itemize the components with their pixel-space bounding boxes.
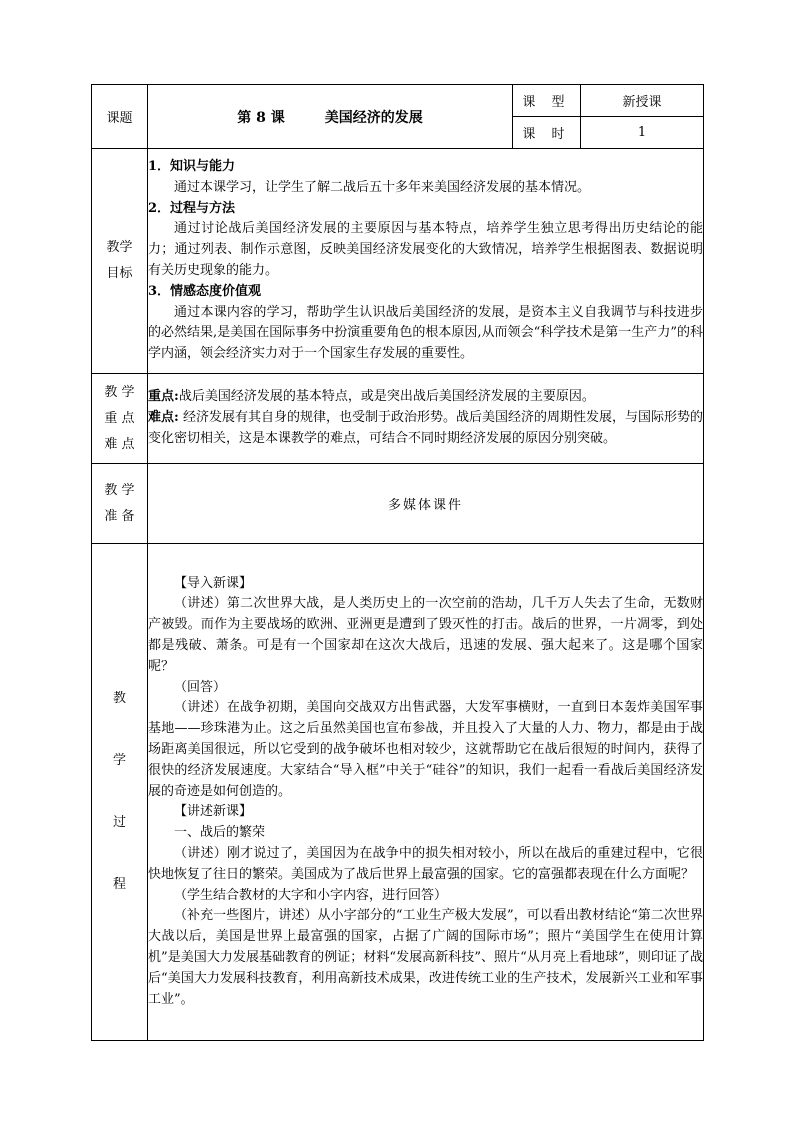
difficulty-label: 难点: xyxy=(148,410,179,426)
intro-paragraph-3: （讲述）在战争初期，美国向交战双方出售武器，大发军事横财，一直到日本轰炸美国军事基地——珍珠港为止。这之后虽然美国也宣布参战，并且投入了大量的人力、物力，都是由于战场距离美国很远，所以它受到的战争破坏也相对较少，这就帮助它在战后很短的时间内，获得了很快的经济发展速度。大家结合“导入框”中关于“硅谷”的知识，我们一起看一看战后美国经济发展的奇迹是如何创造的。 xyxy=(148,700,703,799)
intro-paragraph-1: （讲述）第二次世界大战，是人类历史上的一次空前的浩劫，几千万人失去了生命，无数财产被毁。而作为主要战场的欧洲、亚洲更是遭到了毁灭性的打击。战后的世界，一片凋零，到处都是残破、萧条。可是有一个国家却在这次大战后，迅速的发展、强大起来了。这是哪个国家呢？ xyxy=(148,596,703,674)
keypoints-label xyxy=(92,374,148,464)
goal-text-process: 通过讨论战后美国经济发展的主要原因与基本特点，培养学生独立思考得出历史结论的能力；通过列表、制作示意图，反映美国经济发展变化的大致情况，培养学生根据图表、数据说明有关历史现象的能力。 xyxy=(148,221,703,278)
process-label xyxy=(92,544,148,1041)
intro-heading: 【导入新课】 xyxy=(174,575,253,591)
goal-text-knowledge: 通过本课学习，让学生了解二战后五十多年来美国经济发展的基本情况。 xyxy=(174,179,591,195)
difficulty-paragraph xyxy=(148,408,703,450)
goal-heading-process: 2．过程与方法 xyxy=(148,200,236,216)
goals-label-line-1: 教学 xyxy=(106,240,133,255)
intro-paragraph-2: （回答） xyxy=(174,679,227,695)
focus-text: 战后美国经济发展的基本特点，或是突出战后美国经济发展的主要原因。 xyxy=(178,389,595,405)
prep-label-line-2: 准 备 xyxy=(104,508,135,524)
class-hours-value: 1 xyxy=(581,117,704,149)
keypoints-label-line-1: 教 学 xyxy=(104,384,135,400)
keypoints-label-line-2: 重 点 xyxy=(104,410,135,426)
lesson-title xyxy=(148,85,513,149)
keypoints-label-line-3: 难 点 xyxy=(104,436,135,452)
process-label-char-1: 教 xyxy=(112,691,126,706)
lesson-paragraph-2: （学生结合教材的大字和小字内容，进行回答） xyxy=(174,887,448,903)
goal-heading-knowledge: 1．知识与能力 xyxy=(148,159,236,175)
prep-label xyxy=(92,464,148,544)
lesson-type-label: 课 型 xyxy=(513,85,581,117)
goal-heading-values: 3．情感态度价值观 xyxy=(148,283,262,299)
goals-content xyxy=(148,149,704,374)
focus-paragraph xyxy=(148,387,703,408)
goal-text-values: 通过本课内容的学习，帮助学生认识战后美国经济的发展，是资本主义自我调节与科技进步的必然结果,是美国在国际事务中扮演重要角色的根本原因,从而领会“科学技术是第一生产力”的科学内涵，领会经济实力对于一个国家生存发展的重要性。 xyxy=(148,304,703,362)
topic-label: 课题 xyxy=(92,85,148,149)
prep-label-line-1: 教 学 xyxy=(104,482,135,498)
goals-label xyxy=(92,149,148,374)
goals-label-line-2: 目标 xyxy=(106,266,133,281)
prep-content: 多媒体课件 xyxy=(148,464,704,544)
lesson-name: 美国经济的发展 xyxy=(324,109,423,126)
process-content xyxy=(148,544,704,1041)
process-label-char-4: 程 xyxy=(112,877,126,892)
new-lesson-heading: 【讲述新课】 xyxy=(174,804,253,820)
section-heading-prosperity: 一、战后的繁荣 xyxy=(174,825,266,841)
lesson-type-value: 新授课 xyxy=(581,85,704,117)
class-hours-label: 课 时 xyxy=(513,117,581,149)
difficulty-text: 经济发展有其自身的规律，也受制于政治形势。战后美国经济的周期性发展，与国际形势的变化密切相关，这是本课教学的难点，可结合不同时期经济发展的原因分别突破。 xyxy=(148,410,703,446)
process-label-char-3: 过 xyxy=(112,815,126,830)
lesson-plan-table xyxy=(91,84,704,1041)
process-label-char-2: 学 xyxy=(112,753,126,768)
lesson-number: 第 8 课 xyxy=(237,109,285,126)
lesson-paragraph-3: （补充一些图片，讲述）从小字部分的“工业生产极大发展”，可以看出教材结论“第二次世界大战以后，美国是世界上最富强的国家，占据了广阔的国际市场”；照片“美国学生在使用计算机”是美国大力发展基础教育的例证；材料“发展高新科技”、照片“从月亮上看地球”，则印证了战后“美国大力发展科技教育，利用高新技术成果，改进传统工业的生产技术，发展新兴工业和军事工业”。 xyxy=(148,908,703,1007)
lesson-paragraph-1: （讲述）刚才说过了，美国因为在战争中的损失相对较小，所以在战后的重建过程中，它很快地恢复了往日的繁荣。美国成为了战后世界上最富强的国家。它的富强都表现在什么方面呢？ xyxy=(148,845,703,882)
focus-label: 重点: xyxy=(148,389,179,405)
keypoints-content xyxy=(148,374,704,464)
